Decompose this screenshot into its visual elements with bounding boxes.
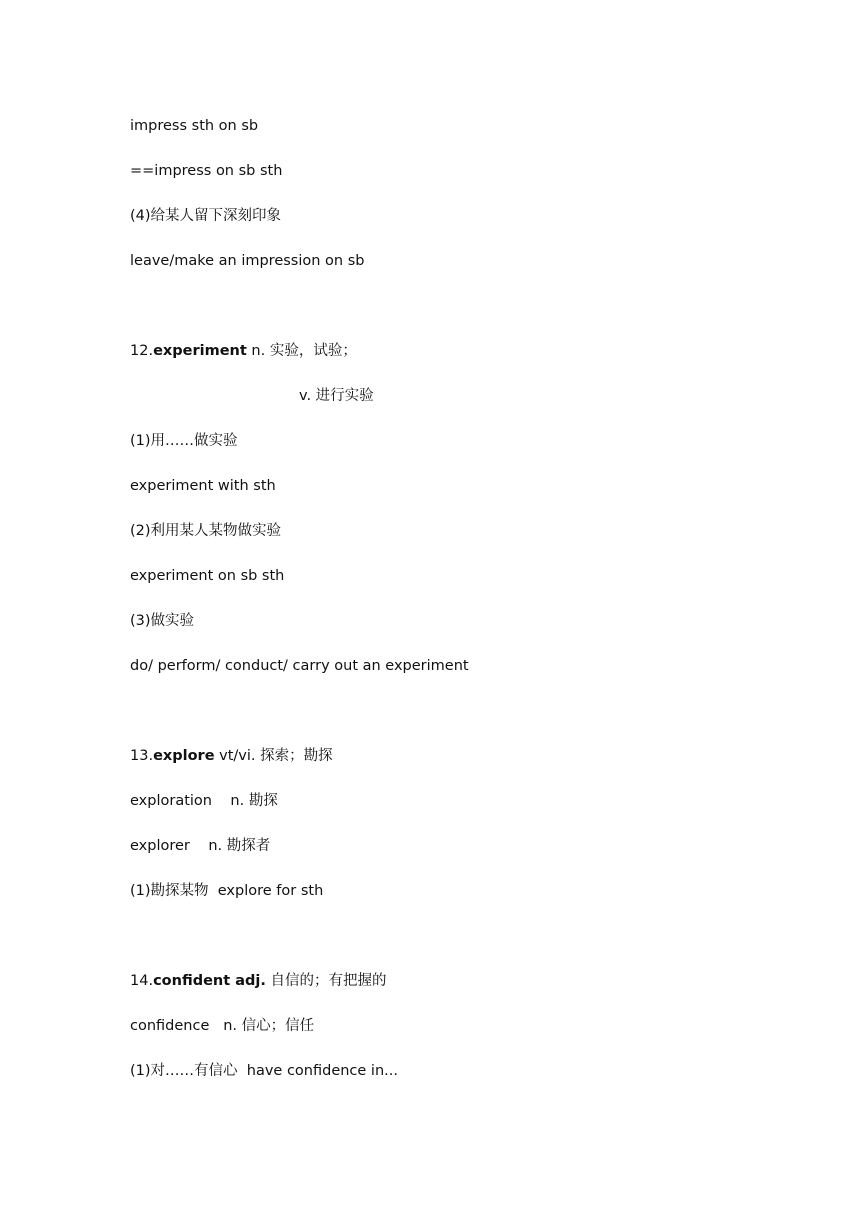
text-line: [130, 1016, 314, 1036]
entry-number: 14.: [130, 973, 154, 989]
entry-word: experiment: [153, 343, 247, 359]
line-text: (1)对……有信心 have confidence in...: [130, 1063, 398, 1079]
text-line: [130, 476, 276, 496]
line-text: explorer n. 勘探者: [130, 838, 271, 854]
text-line: [130, 161, 282, 181]
entry-word: explore: [153, 748, 215, 764]
entry-heading-14: [130, 971, 386, 991]
text-line: [130, 611, 194, 631]
text-line: [130, 251, 365, 271]
line-text: (1)勘探某物 explore for sth: [130, 883, 324, 899]
line-text: impress sth on sb: [130, 118, 259, 134]
line-text: leave/make an impression on sb: [130, 253, 365, 269]
line-text: experiment with sth: [130, 478, 276, 494]
entry-definition: 自信的；有把握的: [265, 973, 387, 989]
entry-word: confident adj.: [153, 973, 266, 989]
line-text: do/ perform/ conduct/ carry out an experiment: [130, 658, 469, 674]
line-text: experiment on sb sth: [130, 568, 285, 584]
text-line: [130, 1061, 398, 1081]
line-text: v. 进行实验: [299, 388, 374, 404]
text-line: [130, 521, 281, 541]
verb-definition: [299, 386, 374, 406]
line-text: exploration n. 勘探: [130, 793, 278, 809]
line-text: (3)做实验: [130, 613, 195, 629]
text-line: [130, 116, 258, 136]
entry-number: 12.: [130, 343, 154, 359]
line-text: confidence n. 信心；信任: [130, 1018, 315, 1034]
text-line: [130, 206, 281, 226]
entry-heading-13: [130, 746, 333, 766]
line-text: (2)利用某人某物做实验: [130, 523, 282, 539]
text-line: [130, 836, 270, 856]
text-line: [130, 566, 284, 586]
entry-definition: vt/vi. 探索；勘探: [214, 748, 333, 764]
text-line: [130, 431, 238, 451]
line-text: (4)给某人留下深刻印象: [130, 208, 282, 224]
text-line: [130, 791, 278, 811]
entry-definition: n. 实验，试验；: [246, 343, 357, 359]
text-line: [130, 656, 469, 676]
line-text: (1)用……做实验: [130, 433, 238, 449]
entry-number: 13.: [130, 748, 154, 764]
entry-heading-12: [130, 341, 357, 361]
line-text: ==impress on sb sth: [130, 163, 283, 179]
text-line: [130, 881, 323, 901]
